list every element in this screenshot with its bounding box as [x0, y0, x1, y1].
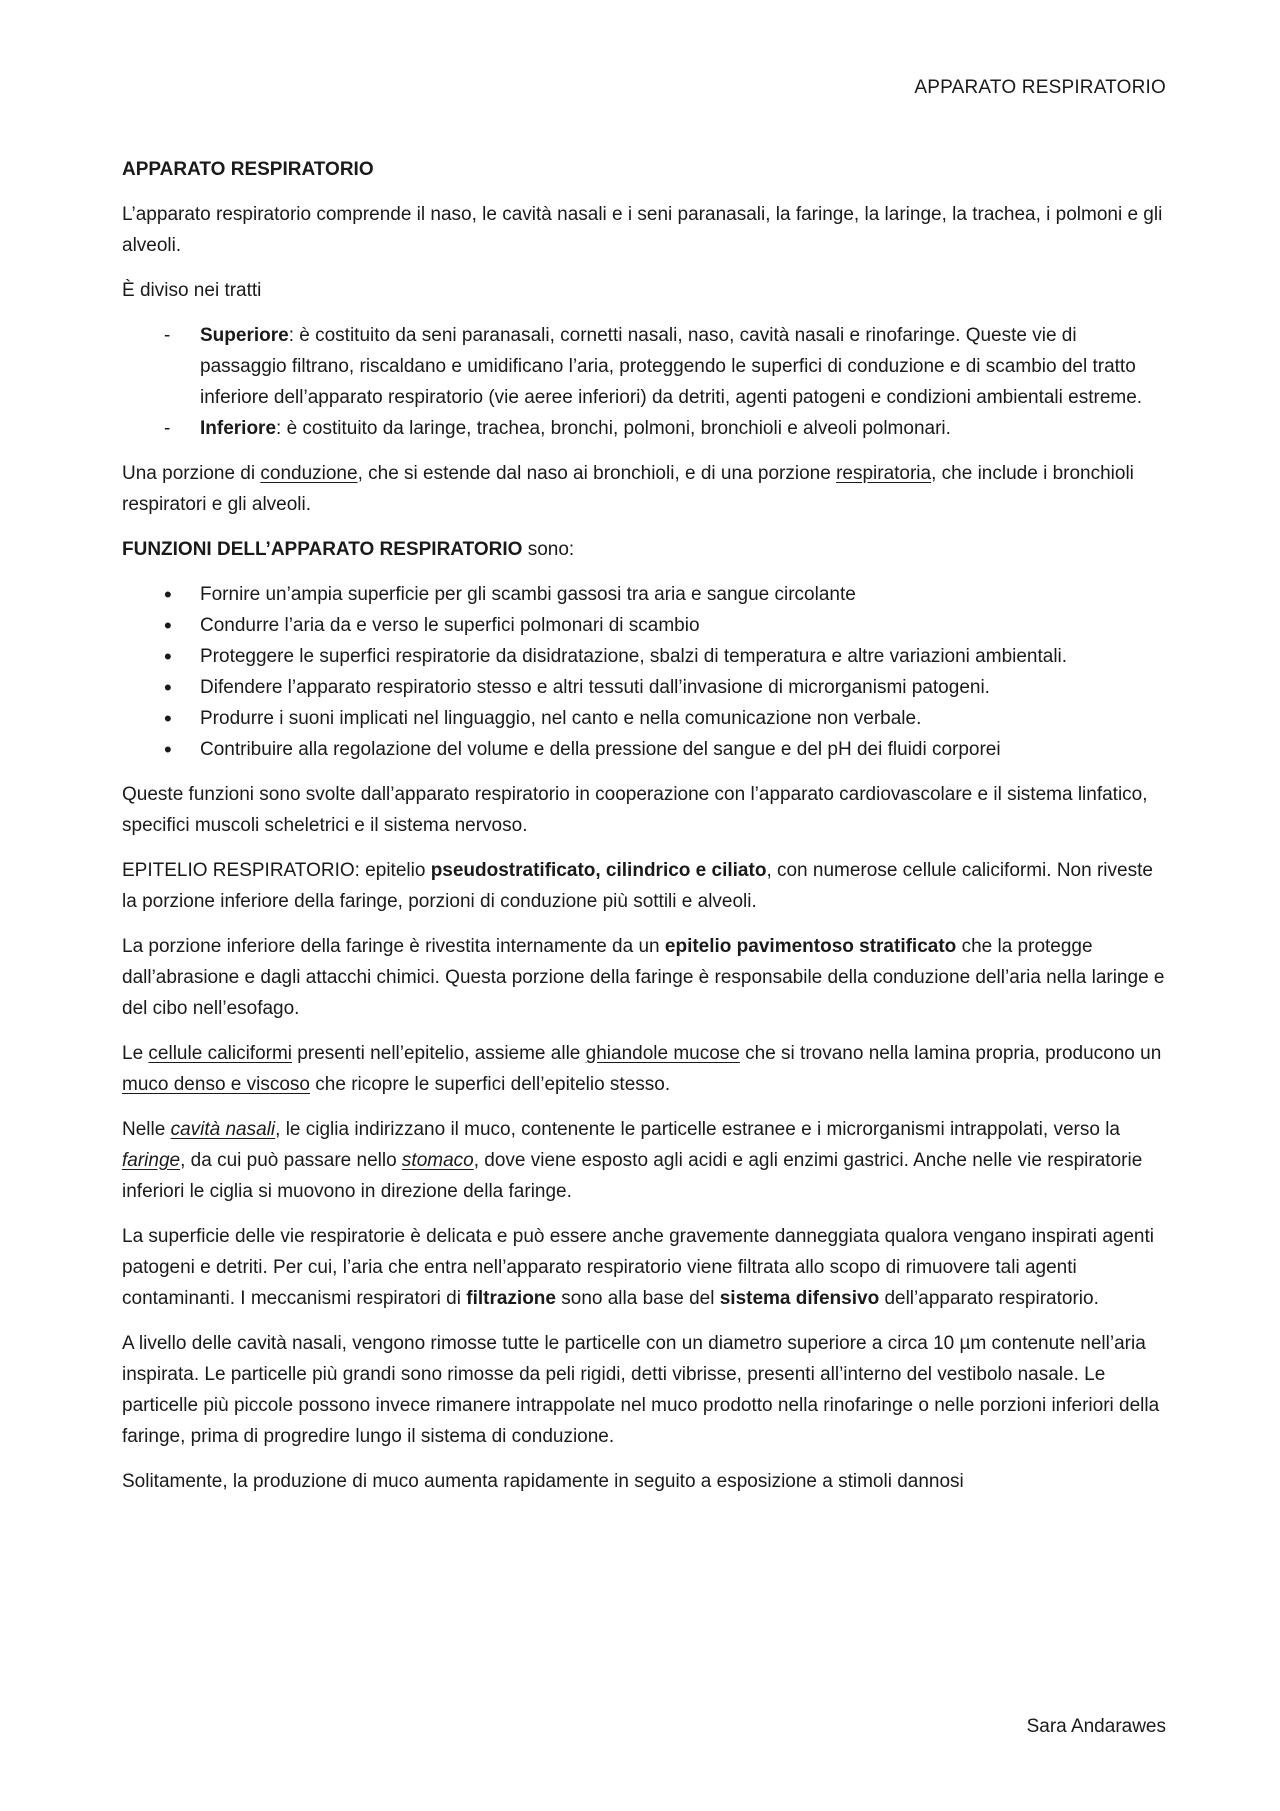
mucus-paragraph: Solitamente, la produzione di muco aumenta rapidamente in seguito a esposizione a stimoli dannosi [122, 1471, 964, 1492]
list-item: • Difendere l’apparato respiratorio stesso e altri tessuti dall’invasione di microrganismi patogeni. [122, 672, 1166, 703]
page-header: APPARATO RESPIRATORIO [914, 77, 1166, 98]
functions-heading: FUNZIONI DELL’APPARATO RESPIRATORIO sono: [122, 539, 575, 560]
goblet-cells-paragraph: Le cellule caliciformi presenti nell’epitelio, assieme alle ghiandole mucose che si trovano nella lamina propria, producono un muco denso e viscoso che ricopre le superfici dell’epitelio stesso. [122, 1043, 1162, 1095]
term-superiore: Superiore [200, 325, 289, 346]
list-item: • Fornire un’ampia superficie per gli scambi gassosi tra aria e sangue circolante [122, 579, 1166, 610]
portions-paragraph: Una porzione di conduzione, che si estende dal naso ai bronchioli, e di una porzione respiratoria, che include i bronchioli respiratori e gli alveoli. [122, 463, 1134, 515]
term-inferiore: Inferiore [200, 418, 277, 439]
pharynx-paragraph: La porzione inferiore della faringe è rivestita internamente da un epitelio pavimentoso stratificato che la protegge dall’abrasione e dagli attacchi chimici. Questa porzione della faringe è responsabile della conduzione dell’aria nella laringe e del cibo nell’esofago. [122, 936, 1165, 1019]
list-item: • Produrre i suoni implicati nel linguaggio, nel canto e nella comunicazione non verbale. [122, 703, 1166, 734]
filtration-paragraph: La superficie delle vie respiratorie è delicata e può essere anche gravemente danneggiata qualora vengano inspirati agenti patogeni e detriti. Per cui, l’aria che entra nell’apparato respiratorio viene filtrata allo scopo di rimuovere tali agenti contaminanti. I meccanismi respiratori di filtrazione sono alla base del sistema difensivo dell’apparato respiratorio. [122, 1226, 1154, 1309]
list-item: • Condurre l’aria da e verso le superfici polmonari di scambio [122, 610, 1166, 641]
section-title: APPARATO RESPIRATORIO [122, 159, 374, 180]
tracts-intro: È diviso nei tratti [122, 280, 262, 301]
tracts-list [122, 320, 1166, 444]
intro-paragraph: L’apparato respiratorio comprende il naso, le cavità nasali e i seni paranasali, la faringe, la laringe, la trachea, i polmoni e gli alveoli. [122, 204, 1163, 256]
underlined-term: respiratoria [836, 463, 932, 484]
list-item [122, 320, 1166, 413]
page-footer-author: Sara Andarawes [1026, 1716, 1166, 1737]
particles-paragraph: A livello delle cavità nasali, vengono rimosse tutte le particelle con un diametro superiore a circa 10 µm contenute nell’aria inspirata. Le particelle più grandi sono rimosse da peli rigidi, detti vibrisse, presenti all’interno del vestibolo nasale. Le particelle più piccole possono invece rimanere intrappolate nel muco prodotto nella rinofaringe o nelle porzioni inferiori della faringe, prima di progredire lungo il sistema di conduzione. [122, 1333, 1160, 1447]
cooperation-paragraph: Queste funzioni sono svolte dall’apparato respiratorio in cooperazione con l’apparato cardiovascolare e il sistema linfatico, specifici muscoli scheletrici e il sistema nervoso. [122, 784, 1148, 836]
list-item [122, 413, 1166, 444]
document-body [122, 154, 1166, 1511]
list-item-text: : è costituito da laringe, trachea, bronchi, polmoni, bronchioli e alveoli polmonari. [276, 418, 951, 439]
list-item: • Proteggere le superfici respiratorie da disidratazione, sbalzi di temperatura e altre variazioni ambientali. [122, 641, 1166, 672]
list-item: • Contribuire alla regolazione del volume e della pressione del sangue e del pH dei fluidi corporei [122, 734, 1166, 765]
epithelium-paragraph: EPITELIO RESPIRATORIO: epitelio pseudostratificato, cilindrico e ciliato, con numerose cellule caliciformi. Non riveste la porzione inferiore della faringe, porzioni di conduzione più sottili e alveoli. [122, 860, 1153, 912]
cilia-paragraph: Nelle cavità nasali, le ciglia indirizzano il muco, contenente le particelle estranee e i microrganismi intrappolati, verso la faringe, da cui può passare nello stomaco, dove viene esposto agli acidi e agli enzimi gastrici. Anche nelle vie respiratorie inferiori le ciglia si muovono in direzione della faringe. [122, 1119, 1143, 1202]
functions-list [122, 579, 1166, 765]
list-item-text: : è costituito da seni paranasali, cornetti nasali, naso, cavità nasali e rinofaringe. Queste vie di passaggio filtrano, riscaldano e umidificano l’aria, proteggendo le superfici di conduzione e di scambio del tratto inferiore dell’apparato respiratorio (vie aeree inferiori) da detriti, agenti patogeni e condizioni ambientali estreme. [200, 325, 1143, 408]
underlined-term: conduzione [260, 463, 358, 484]
